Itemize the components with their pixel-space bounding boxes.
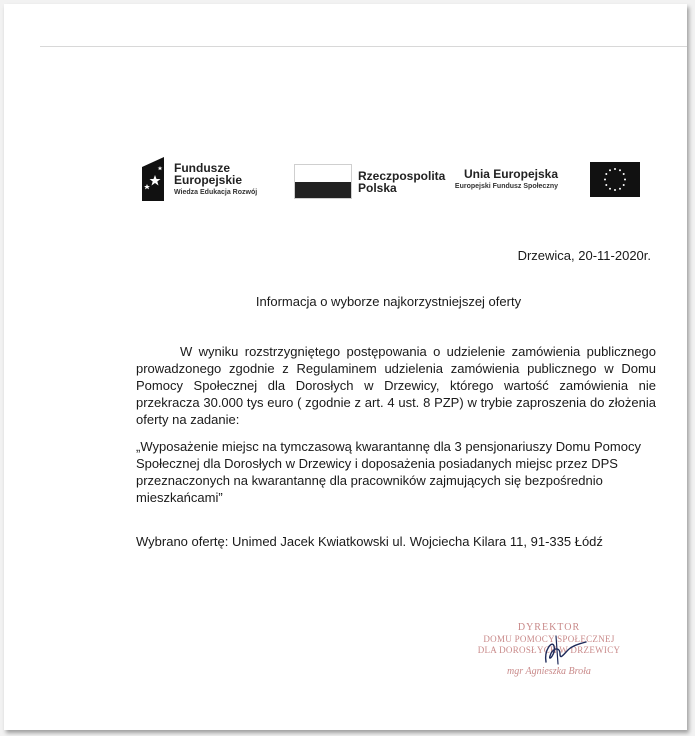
polish-flag-icon [294, 164, 352, 199]
paragraph-2: „Wyposażenie miejsc na tymczasową kwarantannę dla 3 pensjonariuszy Domu Pomocy Społecznej dla Dorosłych w Drzewicy i doposażenia posiadanych miejsc przez DPS przeznaczonych na kwarantannę dla pracowników zajmujących się bezpośrednio mieszkańcami” [136, 439, 641, 505]
paragraph-3: Wybrano ofertę: Unimed Jacek Kwiatkowski ul. Wojciecha Kilara 11, 91-335 Łódź [136, 534, 603, 549]
ue-line1: Unia Europejska [463, 167, 558, 181]
rp-line2: Polska [358, 181, 397, 195]
handwritten-signature [534, 632, 594, 668]
document-title: Informacja o wyborze najkorzystniejszej oferty [255, 294, 522, 309]
paragraph-1-text: W wyniku rozstrzygniętego postępowania o udzielenie zamówienia publicznego prowadzonego zgodnie z Regulaminem udzielenia zamówienia publicznego w Domu Pomocy Społecznej dla Dorosłych w Drzewicy, którego wartość zamówienia nie przekracza 30.000 tys euro ( zgodnie z art. 4 ust. 8 PZP) w trybie zaproszenia do złożenia oferty na zadanie: [136, 344, 656, 427]
paragraph-1 [136, 343, 656, 428]
stamp-line1: DYREKTOR [517, 622, 581, 633]
document-page [4, 4, 687, 730]
logo-unia-europejska [454, 162, 644, 202]
fundusze-line2: Europejskie [174, 173, 243, 187]
rp-line1: Rzeczpospolita [358, 169, 446, 183]
stamp-line2: DOMU POMOCY SPOŁECZNEJ [483, 634, 615, 644]
eu-stars-icon [590, 162, 640, 197]
stamp-line3: DLA DOROSŁYCH W DRZEWICY [477, 645, 621, 655]
eu-flag-icon [590, 162, 640, 197]
ue-subtitle: Europejski Fundusz Społeczny [454, 183, 558, 190]
fundusze-subtitle: Wiedza Edukacja Rozwój [174, 189, 258, 196]
eu-funds-star-icon [142, 157, 168, 201]
top-rule [40, 46, 687, 47]
fundusze-line1: Fundusze [174, 161, 230, 175]
document-date: Drzewica, 20-11-2020r. [517, 248, 651, 263]
stamp-line4: mgr Agnieszka Broła [507, 666, 591, 677]
